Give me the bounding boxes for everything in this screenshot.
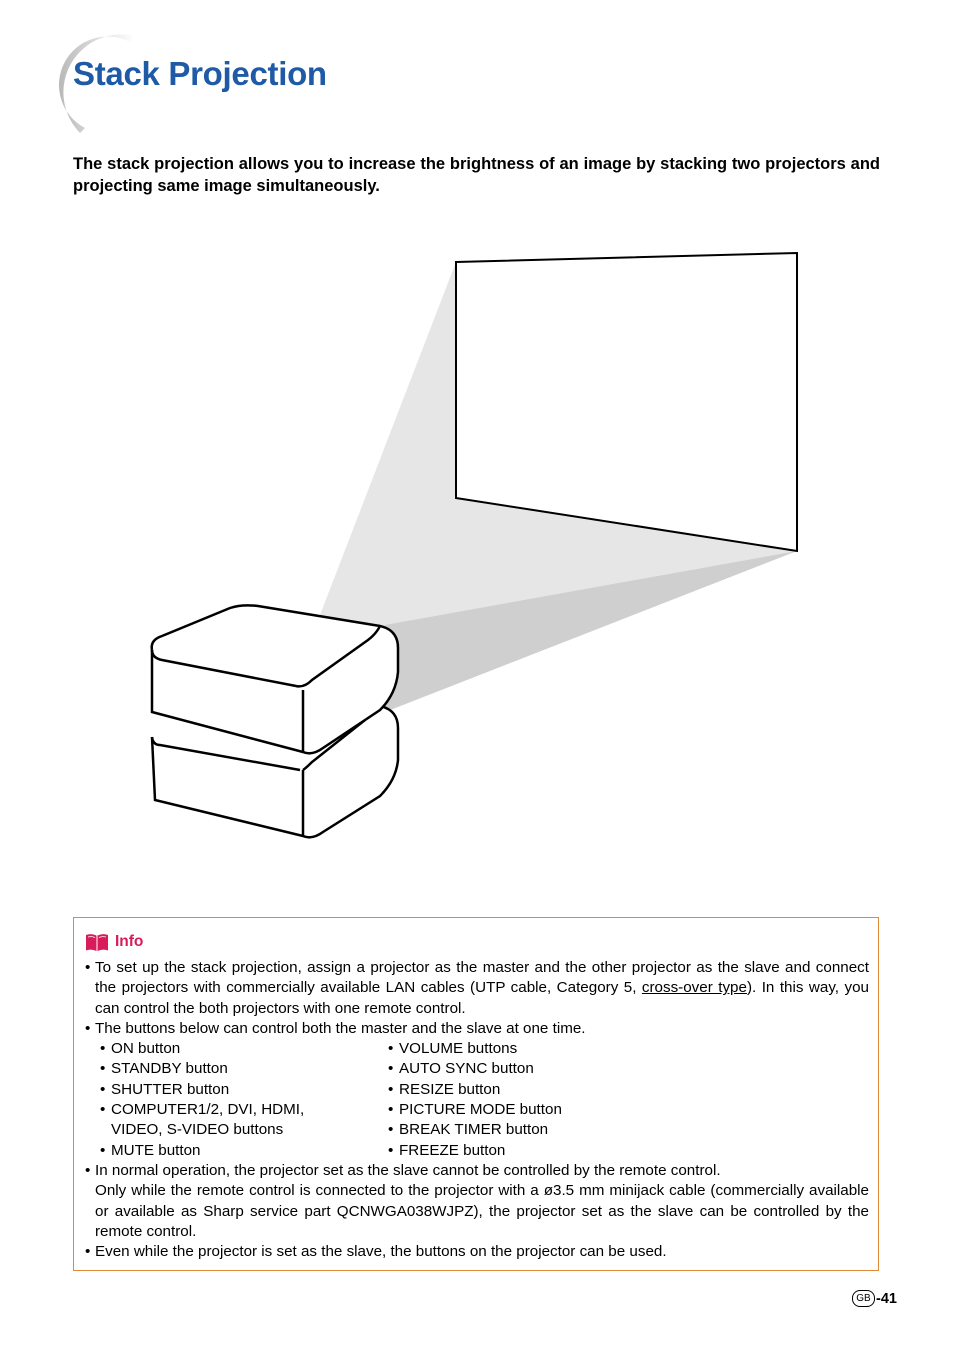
- button-list-left: [100, 1039, 388, 1161]
- list-item: • BREAK TIMER button: [388, 1120, 562, 1140]
- stack-projection-illustration: [140, 245, 810, 845]
- button-list-right: [388, 1039, 562, 1161]
- projection-screen: [456, 253, 797, 551]
- list-item: • AUTO SYNC button: [388, 1059, 562, 1079]
- intro-paragraph: The stack projection allows you to increase the brightness of an image by stacking two projectors and projecting same image simultaneously.: [73, 155, 880, 195]
- button-list: [85, 1039, 869, 1161]
- list-item: • FREEZE button: [388, 1141, 562, 1161]
- page-number: [852, 1290, 897, 1307]
- info-label: Info: [115, 932, 144, 950]
- info-header: [85, 930, 869, 954]
- info-bullet-slave-remote: • In normal operation, the projector set as the slave cannot be controlled by the remote control. Only while the remote control is connected to the projector with a ø3.5 mm minijack cable (commercially available or available as Sharp service part QCNWGA038WJPZ), the projector set as the slave can be controlled by the remote control.: [85, 1161, 869, 1242]
- page-title: Stack Projection: [73, 55, 327, 92]
- book-icon: [85, 932, 109, 952]
- list-item: • COMPUTER1/2, DVI, HDMI, VIDEO, S-VIDEO buttons: [100, 1100, 341, 1141]
- list-item: • VOLUME buttons: [388, 1039, 562, 1059]
- region-badge: GB: [852, 1290, 875, 1307]
- info-bullet-lan-setup: • To set up the stack projection, assign a projector as the master and the other projector as the slave and connect the projectors with commercially available LAN cables (UTP cable, Category 5, cross-over type). In this way, you can control the both projectors with one remote control.: [85, 958, 869, 1019]
- list-item: • SHUTTER button: [100, 1080, 388, 1100]
- list-item: • STANDBY button: [100, 1059, 388, 1079]
- info-bullet-buttons: • The buttons below can control both the master and the slave at one time.: [85, 1019, 869, 1039]
- page-number-text: -41: [876, 1290, 897, 1307]
- cross-over-type-term: cross-over type: [641, 979, 747, 997]
- list-item: • PICTURE MODE button: [388, 1100, 562, 1120]
- info-bullet-slave-buttons: • Even while the projector is set as the slave, the buttons on the projector can be used.: [85, 1242, 869, 1262]
- list-item: • ON button: [100, 1039, 388, 1059]
- info-box: [73, 917, 879, 1271]
- list-item: • MUTE button: [100, 1141, 388, 1161]
- list-item: • RESIZE button: [388, 1080, 562, 1100]
